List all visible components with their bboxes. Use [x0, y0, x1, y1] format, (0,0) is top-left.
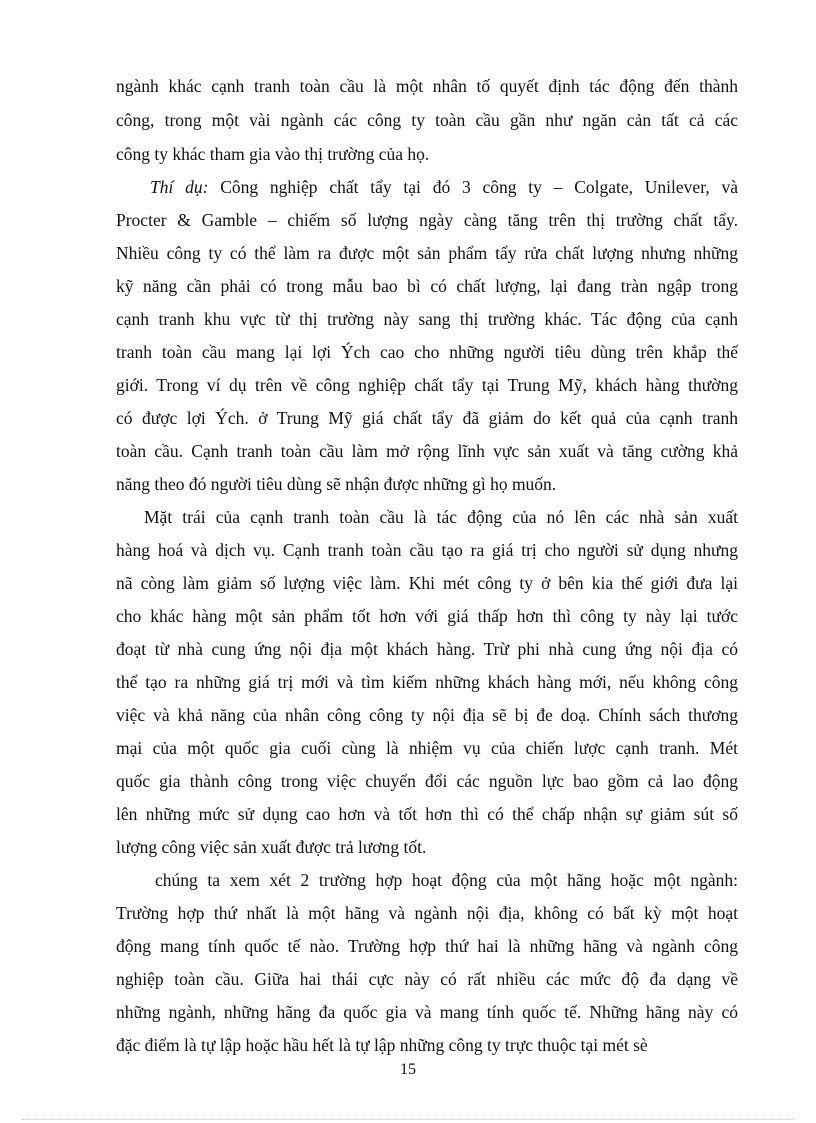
text-line: năng theo đó người tiêu dùng sẽ nhận được những gì họ muốn. [116, 474, 557, 494]
text-line: công, trong một vài ngành các công ty toàn cầu gần như ngăn cản tất cả các [116, 110, 738, 130]
text-line: Trường hợp thứ nhất là một hãng và ngành nội địa, không có bất kỳ một hoạt [116, 903, 738, 923]
text-line: những ngành, những hãng đa quốc gia và mang tính quốc tế. Những hãng này có [116, 1002, 738, 1022]
text-line: công ty khác tham gia vào thị trường của họ. [116, 144, 430, 164]
example-text: Công nghiệp chất tẩy tại đó 3 công ty – Colgate, Unilever, và [208, 177, 738, 197]
text-line: kỹ năng cần phải có trong mẫu bao bì có chất lượng, lại đang tràn ngập trong [116, 276, 738, 296]
text-line: mại của một quốc gia cuối cùng là nhiệm vụ của chiến lược cạnh tranh. Mét [116, 738, 738, 758]
text-line: việc và khả năng của nhân công công ty nội địa sẽ bị đe doạ. Chính sách thương [116, 705, 738, 725]
text-line: lượng công việc sản xuất được trả lương tốt. [116, 837, 427, 857]
text-line: đặc điểm là tự lập hoặc hầu hết là tự lập những công ty trực thuộc tại mét sè [116, 1035, 648, 1055]
text-line: nã còng làm giảm số lượng việc làm. Khi mét công ty ở bên kia thế giới đưa lại [116, 573, 738, 593]
text-line: quốc gia thành công trong việc chuyển đổi các nguồn lực bao gồm cả lao động [116, 771, 738, 791]
text-line: chúng ta xem xét 2 trường hợp hoạt động của một hãng hoặc một ngành: [155, 870, 738, 890]
text-line [150, 177, 738, 197]
text-line: hàng hoá và dịch vụ. Cạnh tranh toàn cầu tạo ra giá trị cho người sử dụng nhưng [116, 540, 738, 560]
text-line: ngành khác cạnh tranh toàn cầu là một nhân tố quyết định tác động đến thành [116, 76, 738, 96]
text-line: động mang tính quốc tế nào. Trường hợp thứ hai là những hãng và ngành công [116, 936, 738, 956]
text-line: thể tạo ra những giá trị mới và tìm kiếm những khách hàng mới, nếu không công [116, 672, 738, 692]
text-line: Nhiều công ty có thể làm ra được một sản phẩm tẩy rửa chất lượng nhưng những [116, 243, 738, 263]
text-line: cạnh tranh khu vực từ thị trường này sang thị trường khác. Tác động của cạnh [116, 309, 738, 329]
text-line: cho khác hàng một sản phẩm tốt hơn với giá thấp hơn thì công ty này lại tước [116, 606, 738, 626]
text-line: giới. Trong ví dụ trên về công nghiệp chất tẩy tại Trung Mỹ, khách hàng thường [116, 375, 738, 395]
text-line: đoạt từ nhà cung ứng nội địa một khách hàng. Trừ phi nhà cung ứng nội địa có [116, 639, 738, 659]
text-line: Mặt trái của cạnh tranh toàn cầu là tác động của nó lên các nhà sản xuất [144, 507, 738, 527]
text-line: nghiệp toàn cầu. Giữa hai thái cực này có rất nhiều các mức độ đa dạng về [116, 969, 738, 989]
text-line: có được lợi Ých. ở Trung Mỹ giá chất tẩy đã giảm do kết quả của cạnh tranh [116, 408, 738, 428]
text-line: tranh toàn cầu mang lại lợi Ých cao cho những người tiêu dùng trên khắp thế [116, 342, 738, 362]
example-label: Thí dụ: [150, 177, 209, 197]
text-line: Procter & Gamble – chiếm số lượng ngày càng tăng trên thị trường chất tẩy. [116, 210, 738, 230]
text-line: lên những mức sử dụng cao hơn và tốt hơn thì có thể chấp nhận sự giảm sút số [116, 804, 738, 824]
text-line: toàn cầu. Cạnh tranh toàn cầu làm mở rộng lĩnh vực sản xuất và tăng cường khả [116, 441, 738, 461]
page-number: 15 [400, 1061, 416, 1078]
page-bottom-divider [22, 1119, 794, 1120]
